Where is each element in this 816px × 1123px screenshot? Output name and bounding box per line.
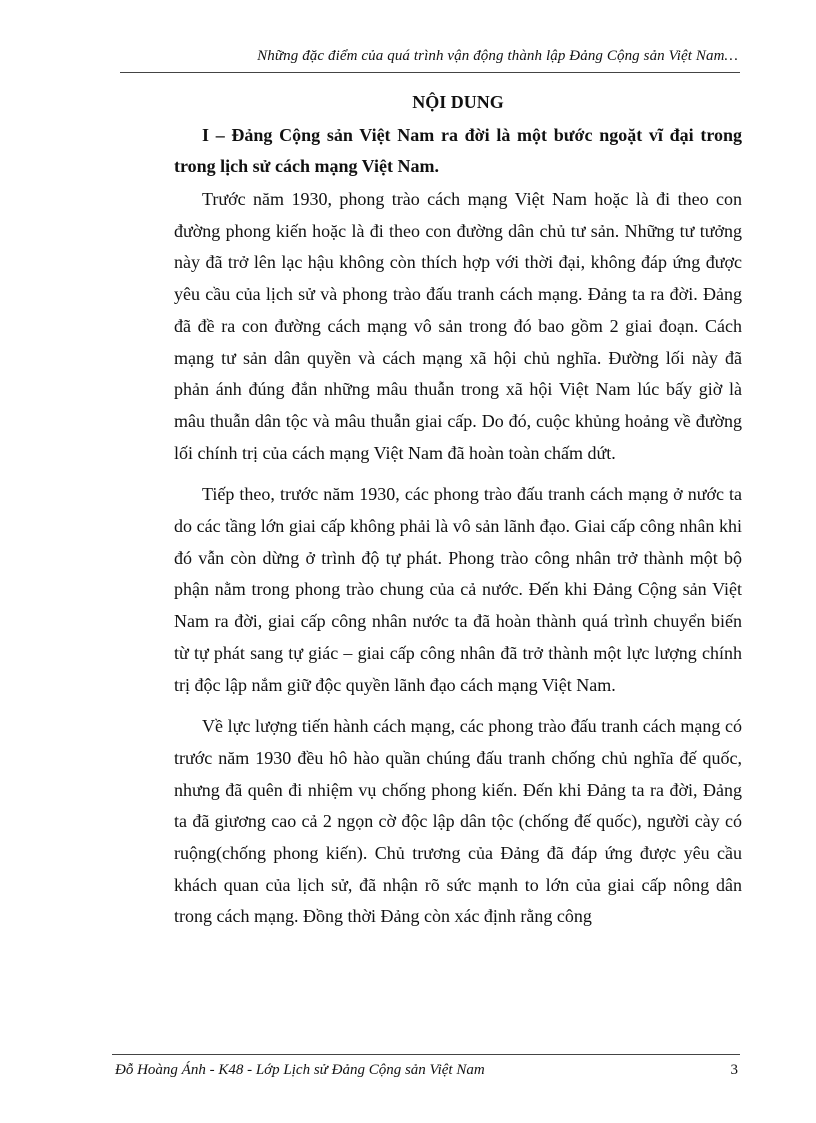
- footer-author: Đỗ Hoàng Ánh - K48 - Lớp Lịch sử Đảng Cộng sản Việt Nam: [115, 1062, 485, 1078]
- footer-divider: [112, 1054, 740, 1055]
- paragraph: Về lực lượng tiến hành cách mạng, các phong trào đấu tranh cách mạng có trước năm 1930 đều hô hào quần chúng đấu tranh chống chủ nghĩa đế quốc, nhưng đã quên đi nhiệm vụ chống phong kiến. Đến khi Đảng ta ra đời, Đảng ta đã giương cao cả 2 ngọn cờ độc lập dân tộc (chống đế quốc), người cày có ruộng(chống phong kiến). Chủ trương của Đảng đã đáp ứng được yêu cầu khách quan của lịch sử, đã nhận rõ sức mạnh to lớn của giai cấp nông dân trong cách mạng. Đồng thời Đảng còn xác định rằng công: [174, 716, 742, 927]
- page-content: [174, 88, 742, 943]
- section-title: NỘI DUNG: [412, 92, 504, 112]
- paragraph: Tiếp theo, trước năm 1930, các phong trào đấu tranh cách mạng ở nước ta do các tầng lớn giai cấp không phải là vô sản lãnh đạo. Giai cấp công nhân khi đó vẫn còn dừng ở trình độ tự phát. Phong trào công nhân trở thành một bộ phận nằm trong phong trào chung của cả nước. Đến khi Đảng Cộng sản Việt Nam ra đời, giai cấp công nhân nước ta đã hoàn thành quá trình chuyển biến từ tự phát sang tự giác – giai cấp công nhân đã trở thành một lực lượng chính trị độc lập nắm giữ độc quyền lãnh đạo cách mạng Việt Nam.: [174, 484, 742, 695]
- running-header: Những đặc điểm của quá trình vận động thành lập Đảng Cộng sản Việt Nam…: [257, 48, 738, 64]
- page-number: 3: [730, 1062, 738, 1078]
- chapter-heading: I – Đảng Cộng sản Việt Nam ra đời là một bước ngoặt vĩ đại trong trong lịch sử cách mạng Việt Nam.: [174, 125, 742, 176]
- paragraph: Trước năm 1930, phong trào cách mạng Việt Nam hoặc là đi theo con đường phong kiến hoặc là đi theo con đường dân chủ tư sản. Những tư tưởng này đã trở lên lạc hậu không còn thích hợp với thời đại, không đáp ứng được yêu cầu của lịch sử và phong trào đấu tranh cách mạng. Đảng ta ra đời. Đảng đã đề ra con đường cách mạng vô sản trong đó bao gồm 2 giai đoạn. Cách mạng tư sản dân quyền và cách mạng xã hội chủ nghĩa. Đường lối này đã phản ánh đúng đắn những mâu thuẫn trong xã hội Việt Nam lúc bấy giờ là mâu thuẫn dân tộc và mâu thuẫn giai cấp. Do đó, cuộc khủng hoảng về đường lối chính trị của cách mạng Việt Nam đã hoàn toàn chấm dứt.: [174, 189, 742, 463]
- header-divider: [120, 72, 740, 73]
